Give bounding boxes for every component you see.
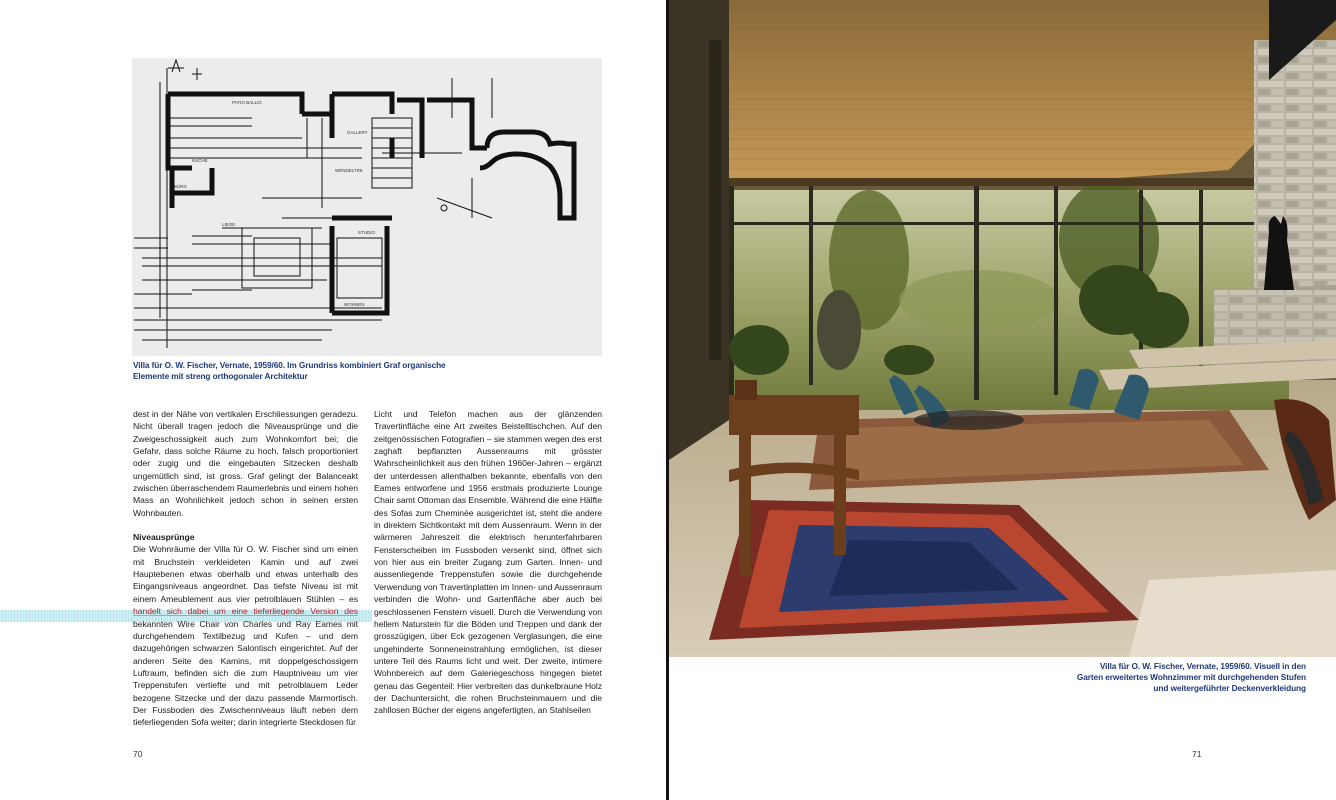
plan-label-kueche: KÜCHE — [192, 158, 208, 163]
plan-label-wohnen: WOHNEN — [344, 302, 365, 307]
plan-label-gallery: GALLERY — [347, 130, 368, 135]
plan-label-buero: BÜRO — [174, 184, 188, 189]
highlighted-text[interactable]: handelt sich dabei um eine tieferliegende Version des — [133, 606, 358, 617]
floor-plan-figure — [132, 58, 602, 356]
page-number-right: 71 — [1192, 749, 1202, 759]
paragraph-text: Die Wohnräume der Villa für O. W. Fischer sind um einen mit Bruchstein verkleideten Kamin und auf zwei Hauptebenen etwas oberhalb und etwas unterhalb des Eingangsniveaus angeordnet. Das tiefste Niveau ist mit einem Ameublement aus vier petrolblauen Stühlen – es — [133, 544, 358, 604]
interior-photograph — [669, 0, 1336, 657]
caption-line: Villa für O. W. Fischer, Vernate, 1959/60. Visuell in den — [1099, 661, 1306, 671]
body-column-right — [374, 408, 602, 717]
plan-label-liege: LIEGE — [222, 222, 236, 227]
caption-line: Villa für O. W. Fischer, Vernate, 1959/60. Im Grundriss kombiniert Graf organische — [133, 360, 446, 370]
paragraph: Licht und Telefon machen aus der glänzenden Travertinfläche eine Art zweites Beistelltischchen. Auf den zeitgenössischen Fotografien – sie stammen wegen des erst zaghaft bepflanzten Aussenraums mit grösster Wahrscheinlichkeit aus den frühen 1960er-Jahren – ergänzt der unterdessen allenthalben bekannte, ebenfalls von den Eames entworfene und 1956 erstmals produzierte Lounge Chair samt Ottoman das Ensemble. Während die eine Hälfte des Sofas zum Cheminée ausgerichtet ist, steht die andere in direktem Sichtkontakt mit dem Aussenraum. Wenn in der wärmeren Jahreszeit die elektrisch herunterfahrbaren Fensterscheiben im Fussboden versenkt sind, öffnet sich von hier aus ein breiter Zugang zum Garten. Innen- und aussenliegende Treppenstufen sowie die durchgehende Verwendung von Travertinplatten im Innen- und Aussenraum verbinden die Wohn- und Gartenfläche aber auch bei geschlossenen Fenstern visuell. Durch die Verwendung von hellem Naturstein für die Böden und Treppen und dank der grosszügigen, über Eck gezogenen Verglasungen, die eine ungehinderte Sonneneinstrahlung ermöglichen, ist dieser untere Teil des Raums licht und weit. Der zweite, intimere Wohnbereich auf dem Galeriegeschoss hingegen bietet genau das Gegenteil: Hier verbreiten das dunkelbraune Holz der Dachuntersicht, die rohen Bruchsteinmauern und die zahllosen Bücher der eigens angefertigten, an Stahlseilen — [374, 409, 602, 716]
body-column-left — [133, 408, 358, 729]
floor-plan-drawing — [132, 58, 602, 356]
page-number-left: 70 — [133, 749, 143, 759]
plan-label-studio: STUDIO — [358, 230, 376, 235]
caption-line: Garten erweitertes Wohnzimmer mit durchgehenden Stufen — [1076, 672, 1306, 682]
right-figure-caption — [1020, 661, 1306, 694]
section-subheading: Niveausprünge — [133, 532, 195, 543]
paragraph — [133, 543, 358, 728]
living-room-photo — [669, 0, 1336, 657]
left-figure-caption — [133, 360, 603, 382]
plan-label-wendeltre: WENDELTRE — [335, 168, 363, 173]
caption-line: Elemente mit streng orthogonaler Architektur — [133, 371, 308, 381]
caption-line: und weitergeführter Deckenverkleidung — [1153, 683, 1306, 693]
plan-label-patio: PATIO BALLIG — [232, 100, 262, 105]
left-page — [0, 0, 666, 800]
paragraph: dest in der Nähe von vertikalen Erschliessungen geradezu. Nicht überall tragen jedoch die Niveausprünge und die Zweigeschossigkeit auch zum Wohnkomfort bei; die Gefahr, dass solche Räume zu hoch, falsch proportioniert oder zugig und die eingebauten Sitzecken deshalb ungemütlich sind, ist gross. Graf gelingt der Balanceakt zwischen überraschendem Raumerlebnis und einem hohen Mass an Wohnlichkeit jedoch schon in seinen ersten Wohnbauten. — [133, 409, 358, 518]
paragraph-text: bekannten Wire Chair von Charles und Ray Eames mit durchgehendem Textilbezug und Kufen – und dem dazugehörigen schwarzen Salontisch eingerichtet. Auf der anderen Seite des Kamins, mit doppelgeschossigem Luftraum, befinden sich die zum Hauptniveau um vier Treppenstufen vertiefte und mit petrolblauem Leder bezogene Sitzecke und der dazu passende Marmortisch. Der Fussboden des Zwischenniveaus läuft neben dem tieferliegenden Sofa weiter; darin integrierte Steckdosen für — [133, 618, 358, 728]
